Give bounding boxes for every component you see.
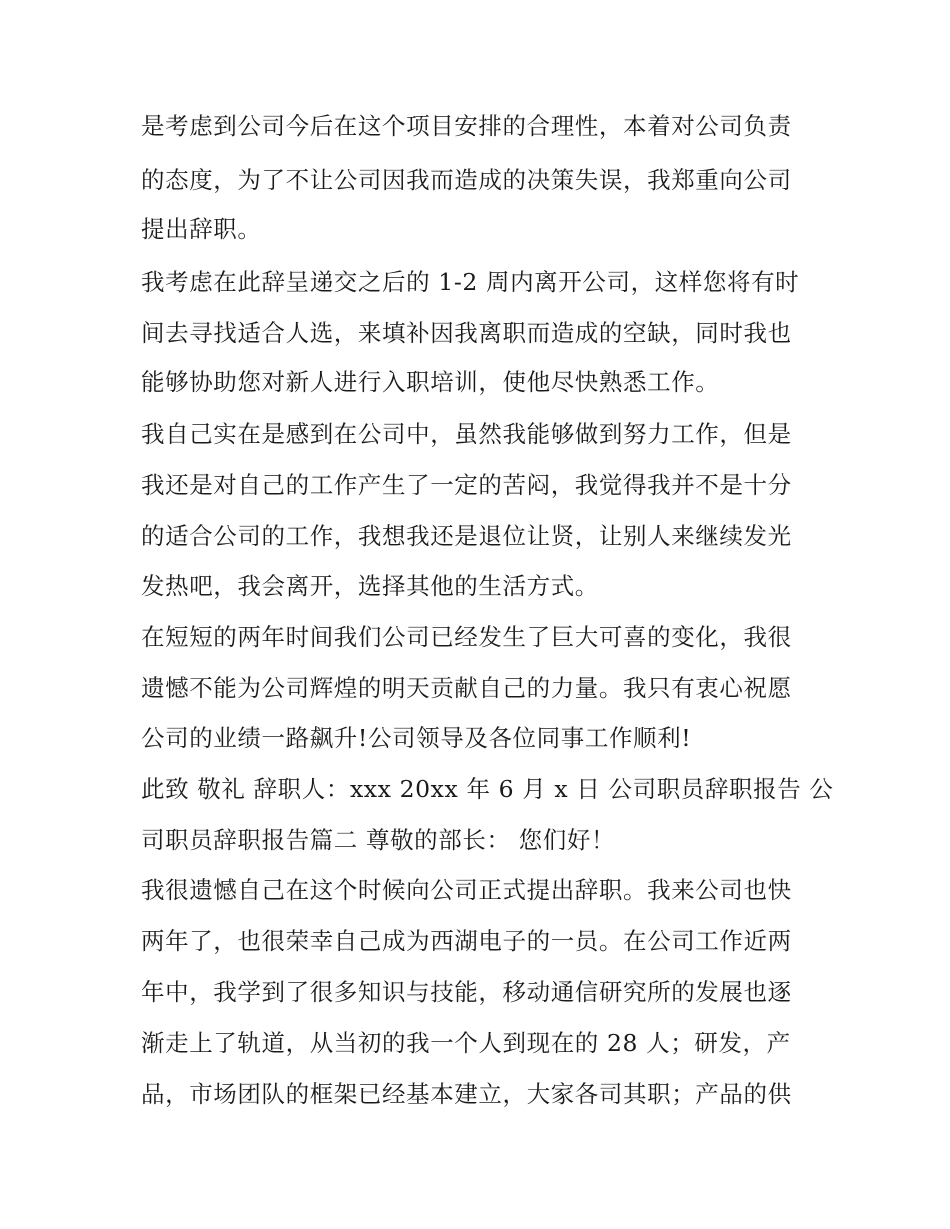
text-line: 提出辞职。: [141, 215, 262, 243]
text-line: 我考虑在此辞呈递交之后的 1-2 周内离开公司，这样您将有时: [141, 268, 800, 296]
text-line: 在短短的两年时间我们公司已经发生了巨大可喜的变化，我很: [141, 623, 792, 651]
text-line: 遗憾不能为公司辉煌的明天贡献自己的力量。我只有衷心祝愿: [141, 674, 792, 702]
text-line: 发热吧，我会离开，选择其他的生活方式。: [141, 572, 599, 600]
text-line: 我很遗憾自己在这个时候向公司正式提出辞职。我来公司也快: [141, 876, 792, 904]
text-line: 品，市场团队的框架已经基本建立，大家各司其职；产品的供: [141, 1080, 792, 1108]
text-line: 我自己实在是感到在公司中，虽然我能够做到努力工作，但是: [141, 420, 792, 448]
text-line: 此致 敬礼 辞职人：xxx 20xx 年 6 月 x 日 公司职员辞职报告 公: [141, 775, 834, 803]
text-line: 的适合公司的工作，我想我还是退位让贤，让别人来继续发光: [141, 522, 792, 550]
text-line: 渐走上了轨道，从当初的我一个人到现在的 28 人；研发，产: [141, 1029, 791, 1057]
text-line: 年中，我学到了很多知识与技能，移动通信研究所的发展也逐: [141, 978, 792, 1006]
text-line: 的态度，为了不让公司因我而造成的决策失误，我郑重向公司: [141, 166, 792, 194]
text-line: 是考虑到公司今后在这个项目安排的合理性，本着对公司负责: [141, 112, 792, 140]
text-line: 公司的业绩一路飙升!公司领导及各位同事工作顺利!: [141, 724, 692, 752]
text-line: 司职员辞职报告篇二 尊敬的部长： 您们好！: [141, 826, 616, 854]
text-line: 我还是对自己的工作产生了一定的苦闷，我觉得我并不是十分: [141, 471, 792, 499]
text-line: 能够协助您对新人进行入职培训，使他尽快熟悉工作。: [141, 368, 720, 396]
text-line: 两年了，也很荣幸自己成为西湖电子的一员。在公司工作近两: [141, 927, 792, 955]
text-line: 间去寻找适合人选，来填补因我离职而造成的空缺，同时我也: [141, 319, 792, 347]
